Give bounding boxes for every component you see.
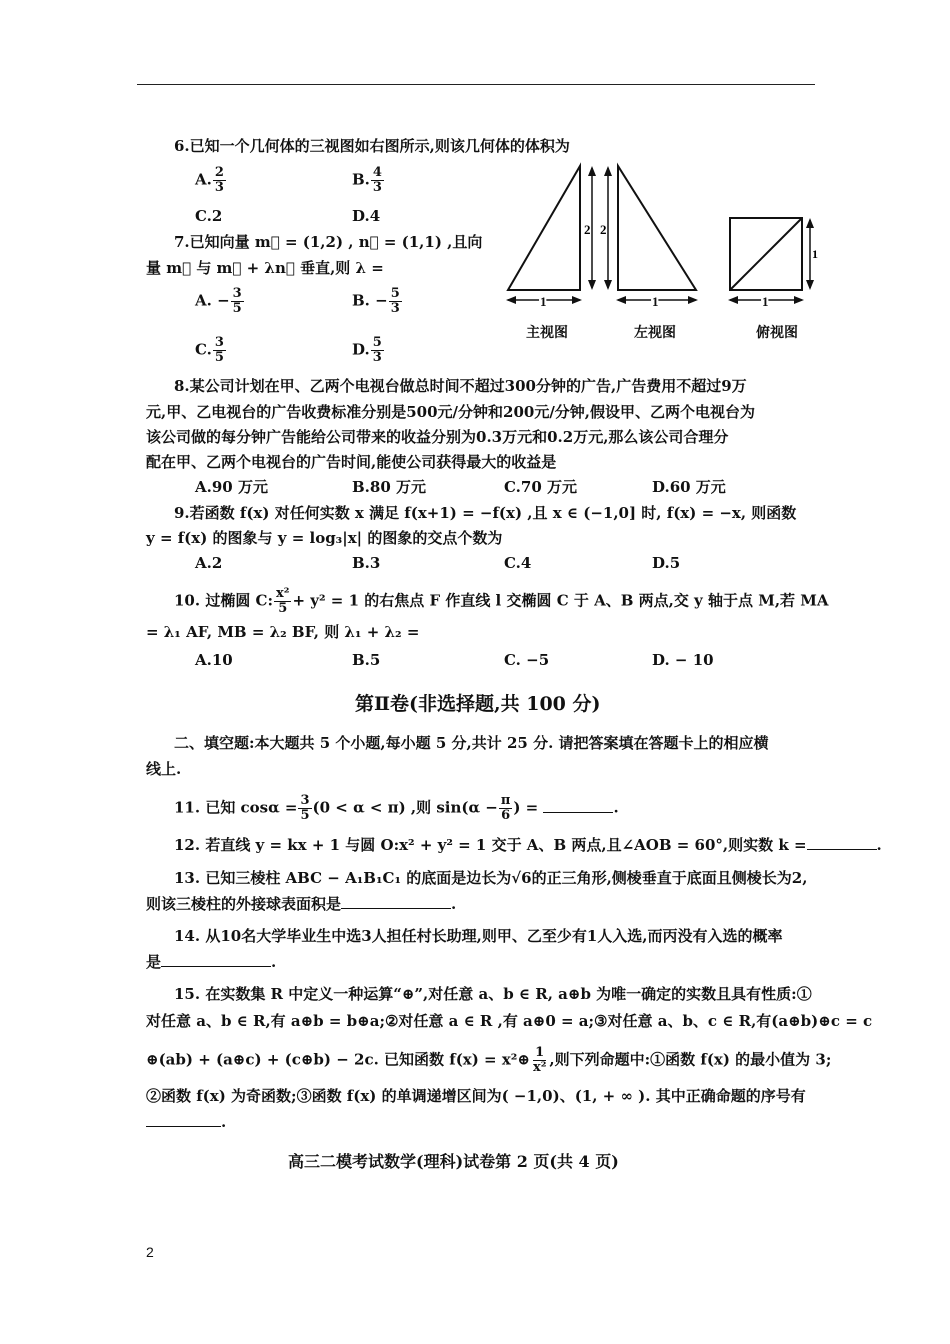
front-arrow-right <box>572 296 582 304</box>
header-rule <box>137 84 815 85</box>
q15-line3-post: ,则下列命题中:①函数 f(x) 的最小值为 3; <box>549 1050 832 1069</box>
q6-b-den: 3 <box>372 180 382 195</box>
q7-a-fraction <box>231 287 244 316</box>
q6-a-den: 3 <box>214 180 224 195</box>
q11-pre: 11. 已知 cosα = <box>174 798 298 817</box>
q6-b-num: 4 <box>372 165 382 180</box>
q14-line2: 是 . <box>146 953 277 971</box>
q7-option-b <box>352 287 403 316</box>
top-arrow-left <box>728 296 738 304</box>
q15-line3 <box>146 1046 831 1075</box>
fill-header-line1: 二、填空题:本大题共 5 个小题,每小题 5 分,共计 25 分. 请把答案填在答题卡上的相应横 <box>174 734 769 752</box>
q15-frac-den: x² <box>532 1060 547 1075</box>
top-width-label: 1 <box>762 294 769 309</box>
q8-option-b: B.80 万元 <box>352 478 426 496</box>
q9-option-a: A.2 <box>195 554 223 572</box>
q6-stem: 6.已知一个几何体的三视图如右图所示,则该几何体的体积为 <box>174 137 570 155</box>
q7-a-num: 3 <box>232 286 242 301</box>
q6-b-fraction <box>371 166 384 195</box>
q7-option-c <box>195 336 227 365</box>
front-view-label: 主视图 <box>526 325 568 341</box>
three-view-figure <box>500 158 820 318</box>
q12-line: 12. 若直线 y = kx + 1 与圆 O:x² + y² = 1 交于 A、B 两点,且∠AOB = 60°,则实数 k = . <box>174 836 882 854</box>
q6-a-num: 2 <box>214 165 224 180</box>
q10-option-b: B.5 <box>352 651 381 669</box>
q15-line3-pre: ⊕(ab) + (a⊕c) + (c⊕b) − 2c. 已知函数 f(x) = x²⊕ <box>146 1050 530 1069</box>
q10-option-c: C. −5 <box>504 651 550 669</box>
front-arrow-head-bottom <box>588 280 596 290</box>
q6-a-fraction <box>213 166 226 195</box>
front-height-label: 2 <box>584 222 591 237</box>
top-arrow-head-top <box>806 218 814 228</box>
q8-option-d: D.60 万元 <box>652 478 726 496</box>
q15-fraction <box>531 1046 548 1075</box>
q6-option-b <box>352 166 385 195</box>
q10-option-d: D. − 10 <box>652 651 714 669</box>
q14-answer-blank[interactable] <box>161 952 271 967</box>
q11-post: ) = <box>513 798 539 817</box>
q10-fraction <box>274 587 291 616</box>
q15-line5: . <box>146 1112 226 1132</box>
page-number: 2 <box>146 1244 154 1260</box>
q11-num2: π <box>500 793 511 808</box>
q9-option-b: B.3 <box>352 554 381 572</box>
q8-line1: 8.某公司计划在甲、乙两个电视台做总时间不超过300分钟的广告,广告费用不超过9万 <box>174 377 747 395</box>
q15-line2: 对任意 a、b ∈ R,有 a⊕b = b⊕a;②对任意 a ∈ R ,有 a⊕0 = a;③对任意 a、b、c ∈ R,有(a⊕b)⊕c = c <box>146 1012 873 1030</box>
q7-c-label: C. <box>195 340 212 359</box>
fill-header-line2: 线上. <box>146 760 182 778</box>
top-arrow-right <box>794 296 804 304</box>
q11-answer-blank[interactable] <box>543 798 613 813</box>
q12-answer-blank[interactable] <box>807 835 877 850</box>
q7-option-d <box>352 336 385 365</box>
q10-pre: 10. 过椭圆 C: <box>174 591 274 610</box>
q7-b-fraction <box>389 287 402 316</box>
side-view-label: 左视图 <box>634 325 676 341</box>
front-view-shape <box>508 166 580 290</box>
q15-frac-num: 1 <box>535 1045 545 1060</box>
q12-text: 12. 若直线 y = kx + 1 与圆 O:x² + y² = 1 交于 A、B 两点,且∠AOB = 60°,则实数 k = <box>174 836 807 854</box>
q8-line4: 配在甲、乙两个电视台的广告时间,能使公司获得最大的收益是 <box>146 453 557 471</box>
q14-line1: 14. 从10名大学毕业生中选3人担任村长助理,则甲、乙至少有1人入选,而丙没有入选的概率 <box>174 927 783 945</box>
top-arrow-head-bottom <box>806 280 814 290</box>
side-height-label: 2 <box>600 222 607 237</box>
q7-c-den: 5 <box>214 350 224 365</box>
side-arrow-head-top <box>604 166 612 176</box>
q6-b-label: B. <box>352 170 370 189</box>
q7-d-label: D. <box>352 340 370 359</box>
q10-frac-den: 5 <box>278 601 288 616</box>
q7-option-a <box>195 287 245 316</box>
q8-line3: 该公司做的每分钟广告能给公司带来的收益分别为0.3万元和0.2万元,那么该公司合理分 <box>146 428 729 446</box>
q8-option-c: C.70 万元 <box>504 478 577 496</box>
q11-line: 11. 已知 cosα = $\frac{3}{5}$ (0 < α < π) ,则 sin(α − $\frac{\pi}{6}$ ) = . <box>174 793 619 823</box>
front-arrow-head-top <box>588 166 596 176</box>
q6-a-label: A. <box>195 170 212 189</box>
front-arrow-left <box>506 296 516 304</box>
q11-den2: 6 <box>501 808 511 823</box>
q7-line2: 量 m⃗ 与 m⃗ + λn⃗ 垂直,则 λ = <box>146 259 384 277</box>
side-arrow-right <box>688 296 698 304</box>
q15-line4: ②函数 f(x) 为奇函数;③函数 f(x) 的单调递增区间为( −1,0)、(1, + ∞ ). 其中正确命题的序号有 <box>146 1087 806 1105</box>
q7-c-num: 3 <box>214 335 224 350</box>
q7-b-num: 5 <box>390 286 400 301</box>
q7-d-den: 3 <box>372 350 382 365</box>
q9-option-c: C.4 <box>504 554 532 572</box>
q13-line1: 13. 已知三棱柱 ABC − A₁B₁C₁ 的底面是边长为√6的正三角形,侧棱垂直于底面且侧棱长为2, <box>174 869 808 887</box>
q15-line1: 15. 在实数集 R 中定义一种运算“⊕”,对任意 a、b ∈ R, a⊕b 为唯一确定的实数且具有性质:① <box>174 985 812 1003</box>
q10-line2: = λ₁ AF, MB = λ₂ BF, 则 λ₁ + λ₂ = <box>146 623 420 641</box>
q11-fraction2 <box>499 794 513 823</box>
q6-option-a <box>195 166 227 195</box>
q8-line2: 元,甲、乙电视台的广告收费标准分别是500元/分钟和200元/分钟,假设甲、乙两个电视台为 <box>146 403 756 421</box>
side-arrow-left <box>616 296 626 304</box>
page-footer: 高三二模考试数学(理科)试卷第 2 页(共 4 页) <box>288 1152 619 1171</box>
q10-line1 <box>174 587 829 616</box>
q10-option-a: A.10 <box>195 651 233 669</box>
q11-mid: (0 < α < π) ,则 sin(α − <box>312 798 498 817</box>
front-width-label: 1 <box>540 294 547 309</box>
q9-option-d: D.5 <box>652 554 681 572</box>
q11-den: 5 <box>300 808 310 823</box>
part2-title: 第Ⅱ卷(非选择题,共 100 分) <box>355 693 601 715</box>
q13-text: 则该三棱柱的外接球表面积是 <box>146 895 342 913</box>
q7-d-fraction <box>371 336 384 365</box>
top-height-label: 1 <box>812 247 818 261</box>
q7-c-fraction <box>213 336 226 365</box>
side-width-label: 1 <box>652 294 659 309</box>
q10-post: + y² = 1 的右焦点 F 作直线 l 交椭圆 C 于 A、B 两点,交 y 轴于点 M,若 MA <box>292 591 829 610</box>
q8-option-a: A.90 万元 <box>195 478 268 496</box>
q13-answer-blank[interactable] <box>341 894 451 909</box>
q7-line1: 7.已知向量 m⃗ = (1,2) , n⃗ = (1,1) ,且向 <box>174 233 483 251</box>
q13-line2: 则该三棱柱的外接球表面积是 . <box>146 895 457 913</box>
q11-fraction <box>298 794 311 823</box>
q7-b-den: 3 <box>390 301 400 316</box>
q6-option-d: D.4 <box>352 207 381 225</box>
q15-answer-blank[interactable] <box>146 1112 221 1127</box>
q7-a-den: 5 <box>232 301 242 316</box>
q14-text: 是 <box>146 953 162 971</box>
side-arrow-head-bottom <box>604 280 612 290</box>
top-view-diagonal <box>730 218 802 290</box>
q11-num: 3 <box>300 793 310 808</box>
q9-line1: 9.若函数 f(x) 对任何实数 x 满足 f(x+1) = −f(x) ,且 x ∈ (−1,0] 时, f(x) = −x, 则函数 <box>174 504 797 522</box>
q9-line2: y = f(x) 的图象与 y = log₃|x| 的图象的交点个数为 <box>146 529 503 547</box>
q6-option-c: C.2 <box>195 207 223 225</box>
top-view-label: 俯视图 <box>756 325 798 341</box>
q10-frac-num: x² <box>276 586 290 601</box>
q7-a-label: A. − <box>195 291 230 310</box>
side-view-shape <box>618 166 696 290</box>
q7-b-label: B. − <box>352 291 388 310</box>
q7-d-num: 5 <box>372 335 382 350</box>
